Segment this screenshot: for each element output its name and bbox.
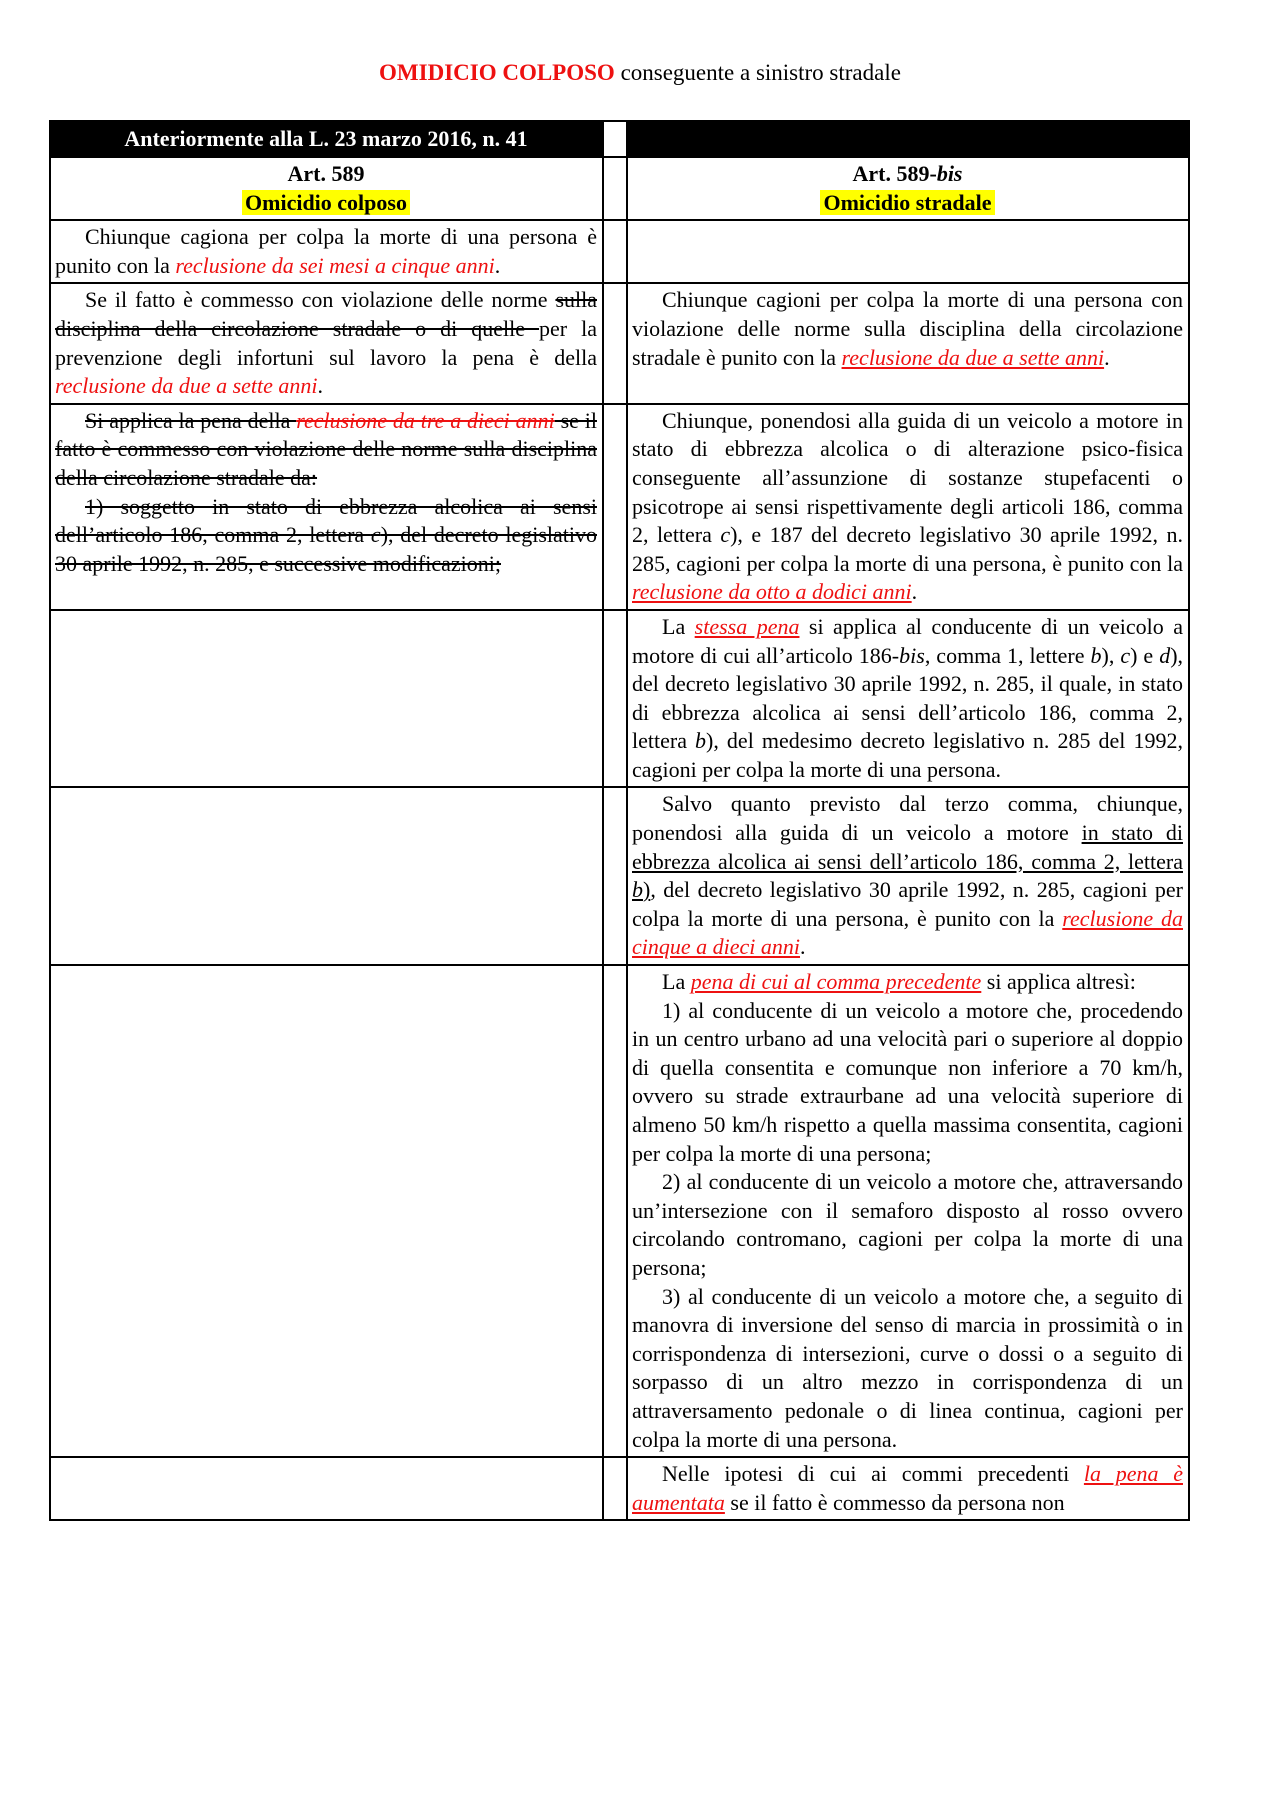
right-cell bbox=[627, 1457, 1189, 1520]
gap-cell bbox=[603, 404, 627, 610]
right-paragraph: Salvo quanto previsto dal terzo comma, chiunque, ponendosi alla guida di un veicolo a motore in stato di ebbrezza alcolica ai sensi dell’articolo 186, comma 2, lettera b), del decreto legislativo 30 aprile 1992, n. 285, cagioni per colpa la morte di una persona, è punito con la reclusione da cinque a dieci anni. bbox=[632, 791, 1183, 960]
right-paragraph: 3) al conducente di un veicolo a motore che, a seguito di manovra di inversione del senso di marcia in prossimità o in corrispondenza di intersezioni, curve o dossi o a seguito di sorpasso di un altro mezzo in corrispondenza di un attraversamento pedonale o di linea continua, cagioni per colpa la morte di una persona. bbox=[632, 1283, 1183, 1452]
left-article-heading bbox=[50, 157, 603, 220]
right-cell bbox=[627, 404, 1189, 610]
gap-cell bbox=[603, 965, 627, 1457]
left-cell bbox=[50, 787, 603, 965]
right-paragraph: 1) al conducente di un veicolo a motore che, procedendo in un centro urbano ad una velocità pari o superiore al doppio di quella consentita e comunque non inferiore a 70 km/h, ovvero su strade extraurbane ad una velocità superiore di almeno 50 km/h rispetto a quella massima consentita, cagioni per colpa la morte di una persona; bbox=[632, 997, 1183, 1166]
title-rest: conseguente a sinistro stradale bbox=[614, 60, 901, 85]
right-cell bbox=[627, 965, 1189, 1457]
left-cell bbox=[50, 220, 603, 283]
left-cell bbox=[50, 283, 603, 403]
table-row bbox=[50, 610, 1189, 788]
table-row bbox=[50, 787, 1189, 965]
gap-cell bbox=[603, 220, 627, 283]
left-cell bbox=[50, 965, 603, 1457]
left-article-label: Omicidio colposo bbox=[242, 190, 410, 215]
left-paragraph: 1) soggetto in stato di ebbrezza alcolica ai sensi dell’articolo 186, comma 2, lettera c), del decreto legislativo 30 aprile 1992, n. 285, e successive modificazioni; bbox=[55, 493, 597, 576]
table-row bbox=[50, 404, 1189, 610]
table-row bbox=[50, 1457, 1189, 1520]
table-row bbox=[50, 220, 1189, 283]
right-paragraph: La pena di cui al comma precedente si applica altresì: bbox=[662, 969, 1136, 995]
left-article-number: Art. 589 bbox=[287, 161, 365, 186]
left-cell bbox=[50, 404, 603, 610]
right-paragraph: Chiunque, ponendosi alla guida di un veicolo a motore in stato di ebbrezza alcolica o di alterazione psico-fisica conseguente all’assunzione di sostanze stupefacenti o psicotrope ai sensi rispettivamente degli articoli 186, comma 2, lettera c), e 187 del decreto legislativo 30 aprile 1992, n. 285, cagioni per colpa la morte di una persona, è punito con la reclusione da otto a dodici anni. bbox=[632, 407, 1183, 605]
document-title bbox=[0, 60, 1280, 86]
right-paragraph: La stessa pena si applica al conducente di un veicolo a motore di cui all’articolo 186-bis, comma 1, lettere b), c) e d), del decreto legislativo 30 aprile 1992, n. 285, il quale, in stato di ebbrezza alcolica ai sensi dell’articolo 186, comma 2, lettera b), del medesimo decreto legislativo n. 285 del 1992, cagioni per colpa la morte di una persona. bbox=[632, 613, 1184, 782]
gap-cell bbox=[603, 157, 627, 220]
left-cell bbox=[50, 610, 603, 788]
header-right bbox=[627, 121, 1189, 157]
comparison-table bbox=[49, 120, 1190, 1521]
gap-cell bbox=[603, 1457, 627, 1520]
right-article-number: Art. 589-bis bbox=[852, 161, 963, 186]
right-paragraph: Chiunque cagioni per colpa la morte di una persona con violazione delle norme sulla disciplina della circolazione stradale è punito con la reclusione da due a sette anni. bbox=[632, 287, 1183, 370]
right-paragraph: Nelle ipotesi di cui ai commi precedenti la pena è aumentata se il fatto è commesso da persona non bbox=[632, 1461, 1183, 1515]
gap-cell bbox=[603, 787, 627, 965]
header-left: Anteriormente alla L. 23 marzo 2016, n. 41 bbox=[50, 121, 603, 157]
left-paragraph: Se il fatto è commesso con violazione delle norme sulla disciplina della circolazione stradale o di quelle per la prevenzione degli infortuni sul lavoro la pena è della reclusione da due a sette anni. bbox=[55, 287, 597, 399]
right-cell bbox=[627, 787, 1189, 965]
title-red-part: OMIDICIO COLPOSO bbox=[379, 60, 615, 85]
gap-cell bbox=[603, 283, 627, 403]
right-cell bbox=[627, 220, 1189, 283]
table-row bbox=[50, 965, 1189, 1457]
left-paragraph: Chiunque cagiona per colpa la morte di una persona è punito con la reclusione da sei mesi a cinque anni. bbox=[55, 224, 597, 278]
right-cell bbox=[627, 610, 1189, 788]
right-article-heading bbox=[627, 157, 1189, 220]
left-cell bbox=[50, 1457, 603, 1520]
table-row bbox=[50, 283, 1189, 403]
gap-cell bbox=[603, 610, 627, 788]
right-paragraph: 2) al conducente di un veicolo a motore che, attraversando un’intersezione con il semaforo disposto al rosso ovvero circolando contromano, cagioni per colpa la morte di una persona; bbox=[632, 1169, 1183, 1280]
article-heading-row bbox=[50, 157, 1189, 220]
header-gap bbox=[603, 121, 627, 157]
table-header-row bbox=[50, 121, 1189, 157]
right-cell bbox=[627, 283, 1189, 403]
right-article-label: Omicidio stradale bbox=[820, 190, 994, 215]
left-paragraph: Si applica la pena della reclusione da tre a dieci anni se il fatto è commesso con violazione delle norme sulla disciplina della circolazione stradale da: bbox=[55, 407, 597, 490]
